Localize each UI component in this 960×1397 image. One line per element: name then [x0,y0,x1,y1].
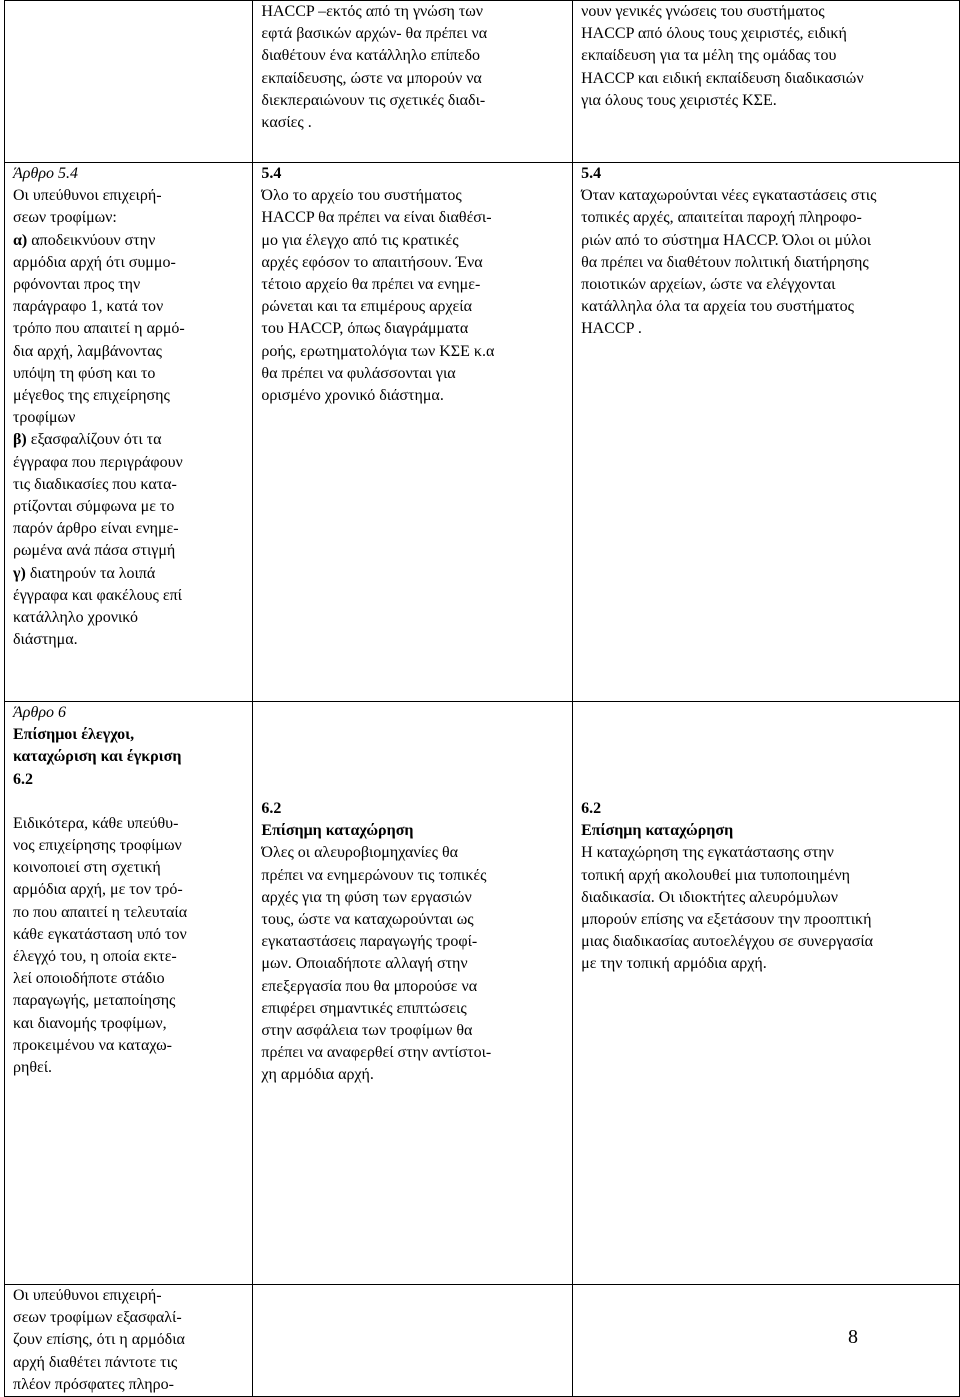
cell-application [573,1,960,163]
cell-guide [253,1285,573,1397]
section-title: Επίσημη καταχώρηση [581,822,734,840]
guide-text: HACCP –εκτός από τη γνώση των εφτά βασικών αρχών- θα πρέπει να διαθέτουν ένα κατάλληλο επίπεδο εκπαίδευσης, ώστε να μπορούν να διεκπεραιώνουν τις σχετικές διαδι- κασίες . [261,3,488,132]
guide-text: Όλες οι αλευροβιομηχανίες θα πρέπει να ενημερώνουν τις τοπικές αρχές για τη φύση των εργασιών τους, ώστε να καταχωρούνται ως εγκαταστάσεις παραγωγής τροφί- μων. Οποιαδήποτε αλλαγή στην επεξεργασία που θα μπορούσε να επιφέρει σημαντικές επιπτώσεις στην ασφάλεια των τροφίμων θα πρέπει να αναφερθεί στην αντίστοι- χη αρμόδια αρχή. [261,844,492,1084]
section-title: Επίσημη καταχώρηση [261,822,414,840]
article-intro: Οι υπεύθυνοι επιχειρή- σεων τροφίμων: [13,187,162,227]
article-heading: Άρθρο 5.4 [13,165,78,182]
comparison-table [4,0,960,1397]
article-heading: Άρθρο 6 [13,704,66,721]
table-row [5,1285,960,1397]
article-point-c [13,563,244,652]
point-text: διατηρούν τα λοιπά έγγραφα και φακέλους επί κατάλληλο χρονικό διάστημα. [13,564,182,649]
article-point-a [13,230,244,430]
article-text: Ειδικότερα, κάθε υπεύθυ- νος επιχείρησης τροφίμων κοινοποιεί στη σχετική αρμόδια αρχή, με τον τρό- πο που απαιτεί η τελευταία κάθε εγκατάσταση υπό τον έλεγχό του, η οποία εκτε- λεί οποιοδήποτε στάδιο παραγωγής, μεταποίησης και διανομής τροφίμων, προκειμένου να καταχω- ρηθεί. [13,814,188,1077]
article-title: Επίσημοι έλεγχοι, καταχώριση και έγκριση [13,726,182,766]
table-row [5,702,960,1285]
section-number: 6.2 [13,770,33,788]
application-text: Η καταχώρηση της εγκατάστασης στην τοπική αρχή ακολουθεί μια τυποποιημένη διαδικασία. Οι ιδιοκτήτες αλευρόμυλων μπορούν επίσης να εξετάσουν την προοπτική μιας διαδικασίας αυτοελέγχου σε συνεργασία με την τοπική αρμόδια αρχή. [581,844,873,973]
cell-application [573,163,960,702]
cell-article [5,702,253,1285]
cell-guide [253,1,573,163]
cell-article [5,1,253,163]
application-text: νουν γενικές γνώσεις του συστήματος HACCP από όλους τους χειριστές, ειδική εκπαίδευση για τα μέλη της ομάδας του HACCP και ειδική εκπαίδευση διαδικασιών για όλους τους χειριστές ΚΣΕ. [581,3,864,109]
point-label: γ) [13,564,26,582]
section-number: 6.2 [581,800,602,817]
cell-application [573,702,960,1285]
article-point-b [13,429,244,562]
section-number: 5.4 [581,165,602,182]
cell-article [5,163,253,702]
point-text: εξασφαλίζουν ότι τα έγγραφα που περιγράφουν τις διαδικασίες που κατα- ρτίζονται σύμφωνα με το παρόν άρθρο είναι ενημε- ρωμένα ανά πάσα στιγμή [13,431,183,560]
section-number: 6.2 [261,800,282,817]
application-text: Όταν καταχωρούνται νέες εγκαταστάσεις στις τοπικές αρχές, απαιτείται παροχή πληροφο- ριών από το σύστημα HACCP. Όλοι οι μύλοι θα πρέπει να διαθέτουν πολιτική διατήρησης ποιοτικών αρχείων, ώστε να ελέγχονται κατάλληλα όλα τα αρχεία του συστήματος HACCP . [581,187,877,338]
cell-guide [253,702,573,1285]
cell-article [5,1285,253,1397]
point-label: α) [13,231,28,249]
table-row [5,1,960,163]
point-text: αποδεικνύουν στην αρμόδια αρχή ότι συμμο- ρφόνονται προς την παράγραφο 1, κατά τον τρόπο που απαιτεί η αρμό- δια αρχή, λαμβάνοντας υπόψη τη φύση και το μέγεθος της επιχείρησης τροφίμων [13,231,185,427]
point-label: β) [13,431,27,449]
cell-application [573,1285,960,1397]
cell-guide [253,163,573,702]
page-number: 8 [848,1326,858,1348]
table-row [5,163,960,702]
guide-text: Όλο το αρχείο του συστήματος HACCP θα πρέπει να είναι διαθέσι- μο για έλεγχο από τις κρατικές αρχές εφόσον το απαιτήσουν. Ένα τέτοιο αρχείο θα πρέπει να ενημε- ρώνεται και τα επιμέρους αρχεία του HACCP, όπως διαγράμματα ροής, ερωτηματολόγια των ΚΣΕ κ.α θα πρέπει να φυλάσσονται για ορισμένο χρονικό διάστημα. [261,187,495,405]
article-text: Οι υπεύθυνοι επιχειρή- σεων τροφίμων εξασφαλί- ζουν επίσης, ότι η αρμόδια αρχή διαθέτει πάντοτε τις πλέον πρόσφατες πληρο- [13,1287,185,1393]
section-number: 5.4 [261,165,282,182]
